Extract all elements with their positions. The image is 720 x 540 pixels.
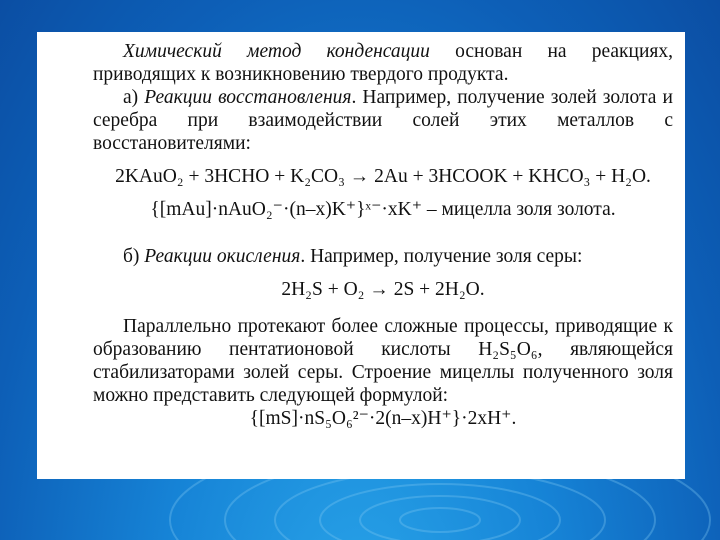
intro-text: основан на реакциях, приводящих к возникновению твердого продукта. bbox=[93, 41, 673, 85]
section-b-text: . Например, получение золя серы: bbox=[300, 246, 583, 267]
intro-paragraph bbox=[93, 40, 673, 86]
section-a-term: Реакции восстановления bbox=[144, 87, 352, 108]
section-a-text: . Например, получение золей золота и серебра при взаимодействии солей этих металлов с восстановителями: bbox=[93, 87, 673, 154]
section-b-term: Реакции окисления bbox=[144, 246, 301, 267]
equation-sulfur-micelle: {[mS]·nS₅O₆²⁻·2(n–x)H⁺}·2xH⁺. bbox=[249, 408, 517, 429]
section-b-prefix: б) bbox=[123, 246, 145, 267]
equation-gold-reduction: 2KAuO₂ + 3HCHO + K₂CO₃ → 2Au + 3HCOOK + KHCO₃ + H₂O. bbox=[115, 166, 651, 187]
text-panel bbox=[37, 32, 685, 479]
equation-gold-micelle: {[mAu]·nAuO₂⁻·(n–x)K⁺}ˣ⁻·xK⁺ – мицелла золя золота. bbox=[150, 199, 616, 220]
equation-sulfur-oxidation: 2H₂S + O₂ → 2S + 2H₂O. bbox=[281, 279, 485, 300]
final-paragraph: Параллельно протекают более сложные процессы, приводящие к образованию пентатионовой кислоты H₂S₅O₆, являющейся стабилизаторами золей серы. Строение мицеллы полученного золя можно представить следующей формулой: bbox=[93, 316, 673, 406]
section-a-paragraph bbox=[93, 86, 673, 155]
section-b-paragraph bbox=[93, 245, 673, 268]
section-a-prefix: а) bbox=[123, 87, 145, 108]
intro-term: Химический метод конденсации bbox=[123, 41, 430, 62]
